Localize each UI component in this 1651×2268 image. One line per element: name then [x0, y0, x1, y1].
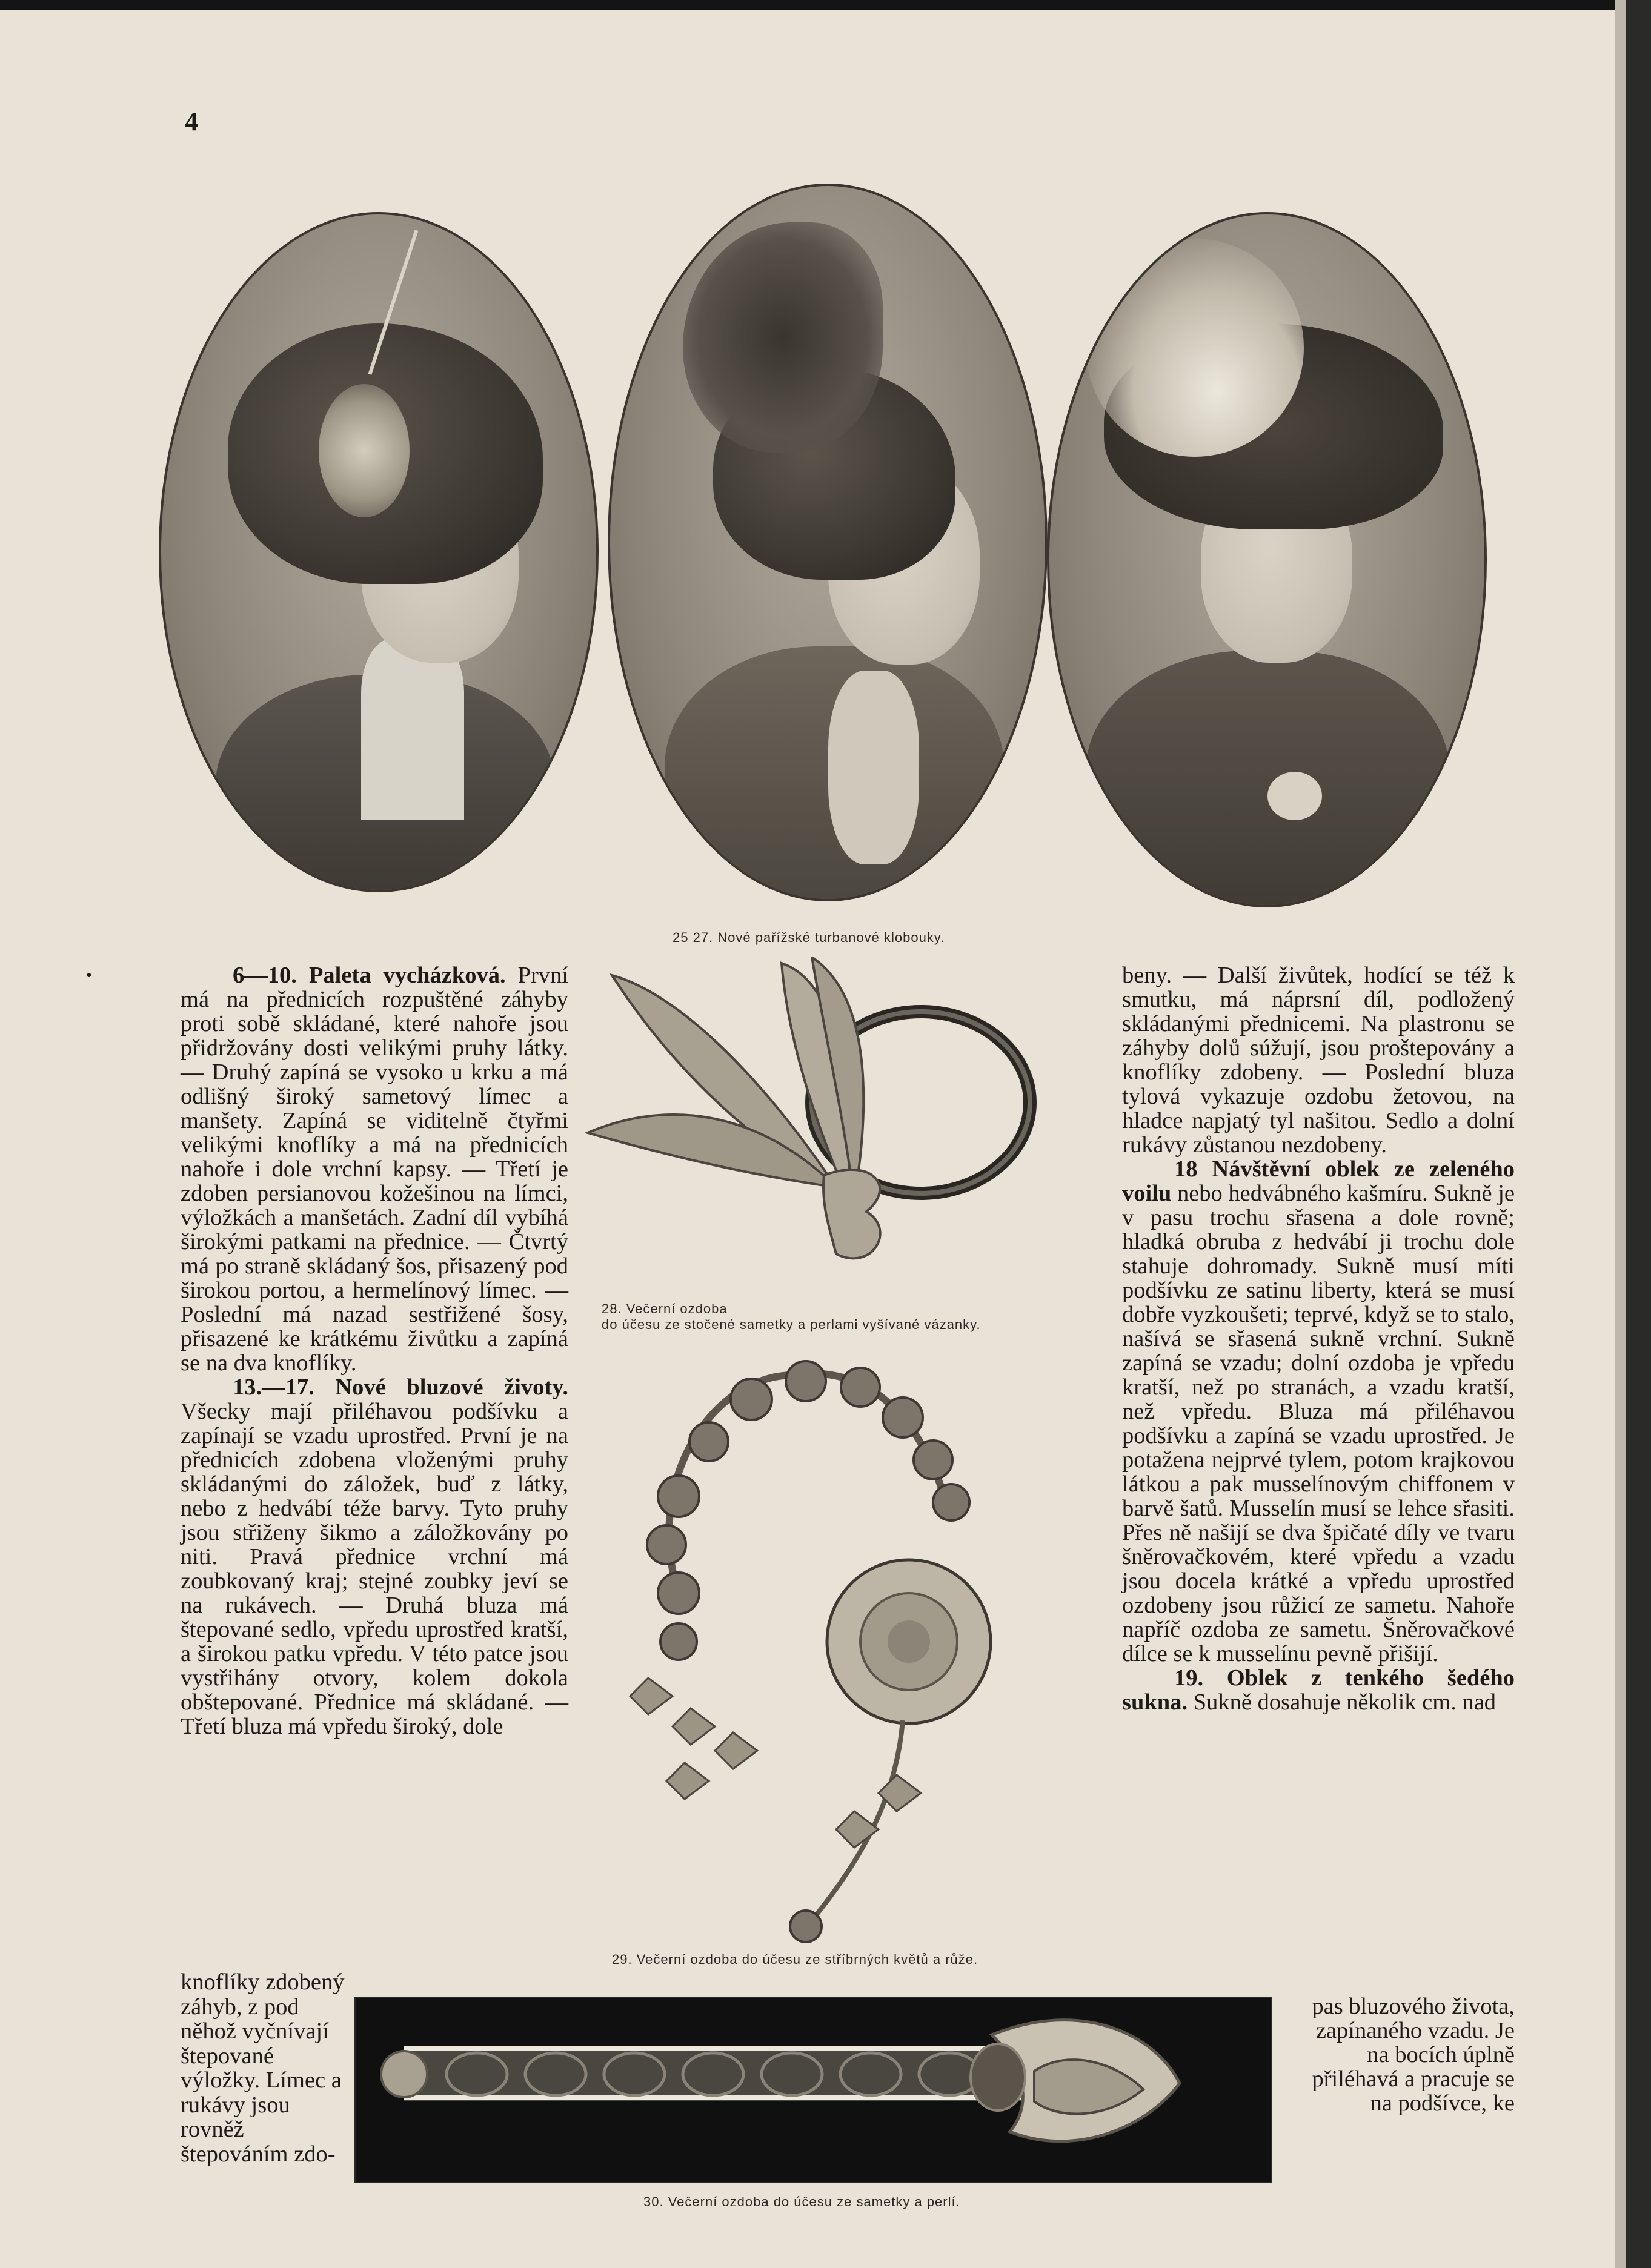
ornament-30 [354, 1997, 1272, 2183]
text-18: nebo hedvábného kašmíru. Sukně je v pasu trochu sřasena a dole rovně; hladká obruba z hedvábí ji trochu dole stahuje dohromady. Sukně musí míti podšívku ze satinu liberty, která se musí dobře vyzkoušeti; teprvé, když se to stalo, našívá se sřasená sukně vrchní. Sukně zapíná se vzadu; dolní ozdoba je vpředu kratší, než po stranách, a vzadu kratší, než vpředu. Bluza má přiléhavou podšívku a zapíná se vzadu uprostřed. Je potažena nejprvé tylem, potom krajkovou látkou a pak musselínovým chiffonem v barvě šatů. Musselín musí se lehce sřasiti. Přes ně našijí se dva špičaté díly ve tvaru šněrovačkovém, které vpředu a vzadu jsou docela krátké a vpředu uprostřed ozdobeny jsou růžicí ze sametu. Nahoře napříč ozdoba ze sametu. Šněrovačkové dílce se k musselínu pevně přišijí. [1122, 1181, 1515, 1666]
caption-28-line1: 28. Večerní ozdoba [602, 1301, 728, 1316]
ornament-28 [582, 957, 1109, 1296]
scan-right-border [1626, 0, 1651, 2268]
text-13-17-end: knoflíky zdobený záhyb, z pod něhož vyčnívají štepované výložky. Límec a rukávy jsou rovněž štepováním zdo- [181, 1969, 345, 2167]
right-column-text [1122, 963, 1515, 1714]
scan-top-border [0, 0, 1651, 10]
portrait-center [608, 184, 1048, 901]
text-blouses-end: beny. — Další živůtek, hodící se též k smutku, má náprsní díl, podložený skládanými přednicemi. Na plastronu se záhyby dolů súžují, jsou proštepovány a knoflíky zdobeny. — Poslední bluza tylová vykazuje ozdobu žetovou, na hladce napjatý tyl našitou. Sedlo a dolní rukávy zůstanou nezdobeny. [1122, 963, 1515, 1158]
portrait-left [159, 212, 599, 892]
caption-30: 30. Večerní ozdoba do účesu ze sametky a perlí. [643, 2194, 960, 2209]
heading-19: 19. Oblek z tenkého šedého sukna. [1122, 1665, 1515, 1715]
left-column-text [181, 963, 568, 1739]
caption-29: 29. Večerní ozdoba do účesu ze stříbrných květů a růže. [612, 1952, 978, 1967]
margin-bullet: • [86, 966, 92, 985]
heading-6-10: 6—10. Paleta vycházková. [233, 963, 506, 988]
left-column-text-continued [181, 1970, 350, 2166]
text-6-10: První má na přednicích rozpuštěné záhyby proti sobě skládané, které nahoře jsou přidržovány dosti velikými pruhy látky. — Druhý zapíná se vysoko u krku a má odlišný široký sametový límec a manšety. Zapíná se viditelně čtyřmi velikými knoflíky a má na přednicích nahoře i dole vrchní kapsy. — Třetí je zdoben persianovou kožešinou na límci, výložkách a manšetách. Zadní díl vybíhá širokými patkami na přednice. — Čtvrtý má po straně skládaný šos, přisazený pod širokou portou, a hermelínový límec. — Poslední má nazad sestřižené šosy, přisazené ke krátkému živůtku a zapíná se na dva knoflíky. [181, 963, 569, 1376]
heading-18: 18 Návštěvní oblek ze zeleného voilu [1122, 1156, 1515, 1206]
right-column-text-continued [1309, 1994, 1515, 2115]
ornament-29 [612, 1339, 1072, 1945]
page-number: 4 [185, 107, 198, 136]
text-19-end: pas bluzového života, zapínaného vzadu. Je na bocích úplně přiléhavá a pracuje se na podšívce, ke [1312, 1994, 1515, 2116]
caption-25-27: 25 27. Nové pařížské turbanové klobouky. [673, 930, 945, 945]
caption-28-line2: do účesu ze stočené sametky a perlami vyšívané vázanky. [602, 1317, 981, 1332]
text-13-17: Všecky mají přiléhavou podšívku a zapínají se vzadu uprostřed. První je na přednicích zdobena vloženými pruhy skládanými do záložek, buď z látky, nebo z hedvábí téže barvy. Tyto pruhy jsou střiženy šikmo a záložkovány po niti. Pravá přednice vrchní má zoubkovaný kraj; stejné zoubky jeví se na rukávech. — Druhá bluza má štepované sedlo, vpředu uprostřed kratší, a širokou patku vpředu. V této patce jsou vystřihány otvory, kolem dokola obštepované. Přednice má skládané. — Třetí bluza má vpředu široký, dole [181, 1399, 568, 1739]
page-edge-shadow [1615, 0, 1626, 2268]
heading-13-17: 13.—17. Nové bluzové životy. [233, 1374, 568, 1400]
portrait-right [1047, 212, 1487, 907]
text-19-start: Sukně dosahuje několik cm. nad [1193, 1689, 1497, 1715]
